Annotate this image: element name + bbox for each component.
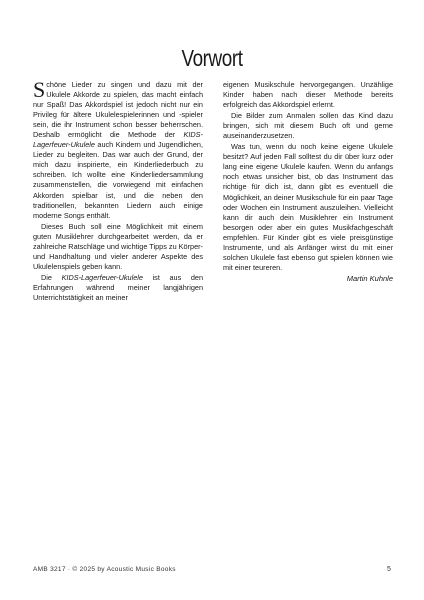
left-column (33, 77, 204, 304)
author-signature: Martin Kuhnle (346, 273, 393, 283)
paragraph: Was tun, wenn du noch keine eigene Ukulele besitzt? Auf jeden Fall solltest du dir über kurz oder lang eine eigene Ukulele kaufen. Wenn du anfangs noch etwas unsicher bist, ob das Instrument das richtige für dich ist, dann gibt es eventuell die Möglichkeit, an deiner Musikschule für ein paar Tage oder Wochen ein Instrument auszuleihen. Vielleicht kann dir auch dein Musiklehrer ein Instrument besorgen oder aber ein gutes Musikfachgeschäft empfehlen. Für Kinder gibt es viele preisgünstige Instrumente, und als Anfänger wirst du mit einer solchen Ukulele fast ebenso gut spielen können wie mit einer teureren. (223, 142, 393, 272)
paragraph-text: ist aus den Erfahrungen während meiner langjährigen Unterrichtstätigkeit an meiner (33, 272, 204, 302)
paragraph (33, 273, 203, 303)
paragraph-text: auch Kindern und Jugendlichen, Lieder zu begleiten. Das war auch der Grund, der mich dazu inspirierte, ein Kinderliederbuch zu schreiben. Ich wollte eine Kinderliedersammlung zusammenstellen, die vorwiegend mit einfachen Akkorden spielbar ist, und die neben den traditionellen, bekannten Liedern auch einige moderne Songs enthält. (33, 140, 203, 220)
paragraph: eigenen Musikschule hervorgegangen. Unzählige Kinder haben nach dieser Methode bereits erfolgreich das Akkordspiel erlernt. (223, 80, 393, 110)
paragraph-text: chöne Lieder zu singen und dazu mit der Ukulele Akkorde zu spielen, das macht einfach nur Spaß! Das Akkordspiel ist jedoch nicht nur ein Privileg für ältere Ukulelespielerinnen und -spieler sein, die ihr Instrument schon besser beherrschen. Deshalb ermöglicht die Methode der (33, 80, 203, 140)
page-title: Vorwort (181, 45, 243, 72)
paragraph (33, 77, 203, 221)
right-column (223, 80, 393, 285)
drop-cap: S (33, 77, 46, 102)
book-title: KIDS-Lagerfeuer-Ukulele (61, 272, 143, 282)
paragraph: Die Bilder zum Anmalen sollen das Kind dazu bringen, sich mit diesem Buch oft und gerne auseinanderzusetzen. (223, 111, 393, 141)
paragraph: Dieses Buch soll eine Möglichkeit mit einem guten Musiklehrer durchgearbeitet werden, da er zahlreiche Ratschläge und wichtige Tipps zu Körper- und Handhaltung und vieler anderer Aspekte des Ukulelenspiels geben kann. (33, 221, 203, 271)
page-number: 5 (387, 566, 391, 573)
footer-copyright: AMB 3217 · © 2025 by Acoustic Music Books (33, 566, 176, 573)
paragraph-text: Die (41, 272, 52, 282)
book-title: KIDS-Lagerfeuer-Ukulele (33, 130, 203, 150)
